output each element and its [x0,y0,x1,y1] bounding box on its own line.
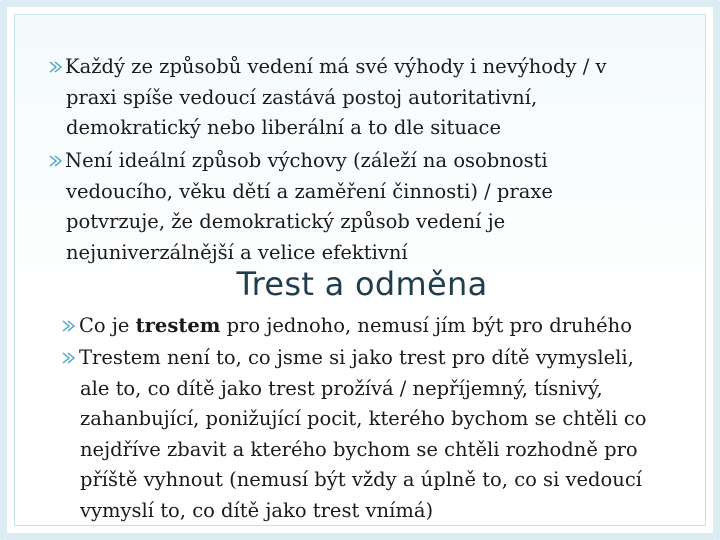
bullet-line: nejuniverzálnější a velice efektivní [66,240,408,264]
arrow-chevron-icon [49,155,63,167]
bullet-punishment-relative [62,311,632,342]
bullet-line: příště vyhnout (nemusí být vždy a úplně to, co si vedoucí [80,468,642,491]
arrow-chevron-icon [62,352,76,364]
bullet-ways-of-leading [49,52,607,144]
bullet-line: Není ideální způsob výchovy (záleží na osobnosti [65,149,548,172]
section-heading: Trest a odměna [236,265,488,303]
arrow-chevron-icon [62,320,76,332]
bullet-ideal-method [49,146,553,268]
bullet-line: Každý ze způsobů vedení má své výhody i nevýhody / v [65,55,607,78]
bold-term: trestem [135,314,221,337]
bullet-line: vymyslí to, co dítě jako trest vnímá) [80,498,434,522]
bullet-line: demokratický nebo liberální a to dle situace [66,116,502,139]
bullet-line: vedoucího, věku dětí a zaměření činnosti) / praxe [66,179,553,203]
bullet-punishment-definition [62,343,647,526]
bullet-line: zahanbující, ponižující pocit, kterého bychom se chtěli co [80,407,647,430]
arrow-chevron-icon [49,61,63,73]
bullet-line: Trestem není to, co jsme si jako trest pro dítě vymysleli, [79,346,634,369]
bullet-line: praxi spíše vedoucí zastává postoj autoritativní, [66,85,538,109]
bullet-line: ale to, co dítě jako trest prožívá / nepříjemný, tísnivý, [80,376,603,400]
bullet-line [62,311,632,342]
text-before: Co je [79,314,136,337]
text-after: pro jednoho, nemusí jím být pro druhého [220,314,632,337]
bullet-line: nejdříve zbavit a kterého bychom se chtěli rozhodně pro [80,437,638,461]
bullet-line: potvrzuje, že demokratický způsob vedení je [66,210,506,233]
